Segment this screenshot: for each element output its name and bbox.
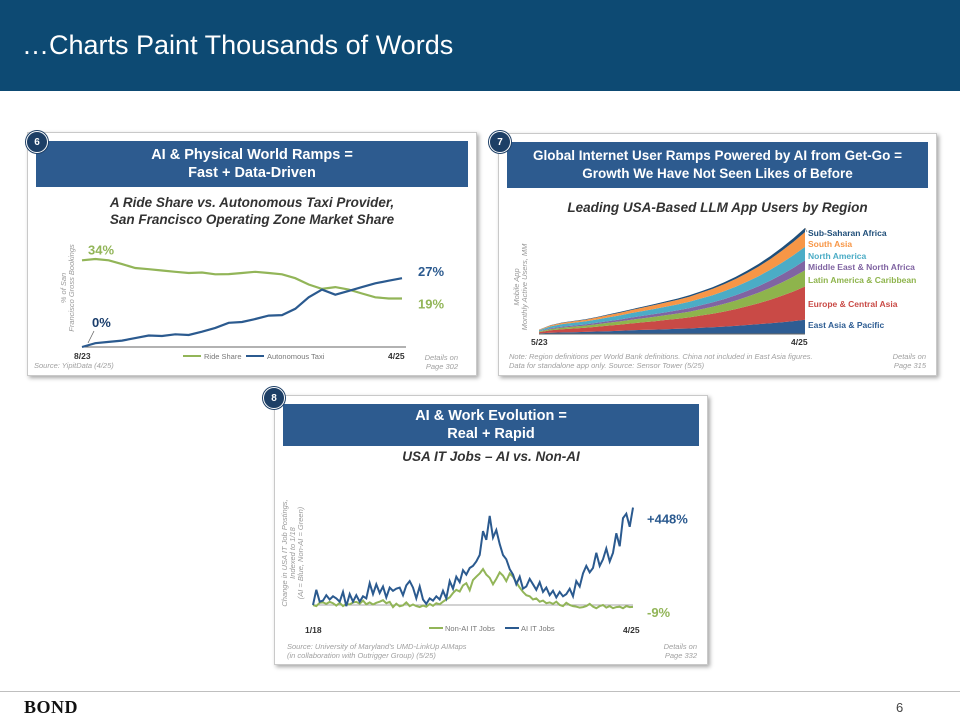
region-label: Latin America & Caribbean [808,275,917,285]
panel-badge: 6 [26,131,48,153]
legend-label: Non-AI IT Jobs [445,624,495,633]
llm-users-by-region-chart [499,220,936,350]
series-line-autonomous-taxi [82,278,402,347]
source-note [509,352,813,370]
header-line-2: Growth We Have Not Seen Likes of Before [582,166,853,181]
x-tick-label: 1/18 [305,625,322,635]
region-label: Sub-Saharan Africa [808,228,887,238]
source-note [287,642,467,660]
details-line-1: Details on [663,642,697,651]
panel-header [507,142,928,188]
end-value-label: 19% [418,296,445,312]
legend-label: Ride Share [204,352,242,361]
note-line-1: Note: Region definitions per World Bank definitions. China not included in East Asia figures. [509,352,813,361]
start-value-label: 34% [88,242,115,258]
details-note [425,353,458,371]
leader-line [805,228,807,232]
x-tick-label: 4/25 [623,625,640,635]
y-axis-label: % of SanFrancisco Gross Bookings [59,244,76,332]
y-axis-label: Mobile AppMonthly Active Users, MM [512,243,529,331]
details-line-1: Details on [892,352,926,361]
start-value-label: 0% [92,315,111,330]
details-line-2: Page 315 [893,361,926,370]
series-line-ai-it-jobs [313,508,633,606]
title-bar [0,0,960,91]
legend-label: Autonomous Taxi [267,352,325,361]
x-tick-label: 4/25 [388,351,405,361]
header-line-1: AI & Physical World Ramps = [151,147,353,163]
panel-ai-work-evolution [274,395,708,665]
chart-subtitle [28,194,476,228]
x-tick-label: 8/23 [74,351,91,361]
panel-ai-physical-world [27,132,477,376]
source-line-1: Source: University of Maryland's UMD-LinkUp AIMaps [287,642,467,651]
details-note [893,352,926,370]
region-label: South Asia [808,239,853,249]
series-line-ride-share [82,259,402,299]
x-tick-label: 4/25 [791,337,808,347]
panel-badge: 7 [489,131,511,153]
header-line-2: Fast + Data-Driven [188,165,316,181]
market-share-chart [28,229,476,379]
leader-line [88,331,94,343]
source-note: Source: YipitData (4/25) [34,361,114,370]
it-jobs-chart [275,468,707,643]
region-label: North America [808,251,867,261]
subtitle-line-2: San Francisco Operating Zone Market Share [109,212,395,227]
chart-subtitle: USA IT Jobs – AI vs. Non-AI [402,449,580,464]
header-line-1: AI & Work Evolution = [415,408,567,424]
header-line-2: Real + Rapid [447,426,535,442]
note-line-2: Data for standalone app only. Source: Sensor Tower (5/25) [509,361,705,370]
footer-divider [0,691,960,692]
panel-header [36,141,468,187]
legend-label: AI IT Jobs [521,624,555,633]
end-value-label: +448% [647,511,688,527]
region-label: Middle East & North Africa [808,262,915,272]
details-line-1: Details on [424,353,458,362]
page-number: 6 [896,700,904,715]
chart-subtitle: Leading USA-Based LLM App Users by Region [567,200,868,215]
series-line-non-ai-it-jobs [313,569,633,608]
x-tick-label: 5/23 [531,337,548,347]
details-line-2: Page 302 [425,362,458,371]
source-line-2: (in collaboration with Outrigger Group) (5/25) [287,651,436,660]
panel-badge: 8 [263,387,285,409]
details-note [664,642,697,660]
y-axis-label: Change in USA IT Job Postings,Indexed to 1/18(AI = Blue, Non-AI = Green) [280,499,305,607]
region-label: East Asia & Pacific [808,320,885,330]
page-title: …Charts Paint Thousands of Words [22,30,454,60]
subtitle-line-1: A Ride Share vs. Autonomous Taxi Provider, [109,195,395,210]
panel-global-internet-users [498,133,937,376]
region-label: Europe & Central Asia [808,299,898,309]
end-value-label: -9% [647,604,671,620]
end-value-label: 27% [418,264,445,280]
header-line-1: Global Internet User Ramps Powered by AI from Get-Go = [533,148,902,163]
details-line-2: Page 332 [664,651,697,660]
panel-header [283,404,699,446]
bond-logo: BOND [24,697,79,717]
